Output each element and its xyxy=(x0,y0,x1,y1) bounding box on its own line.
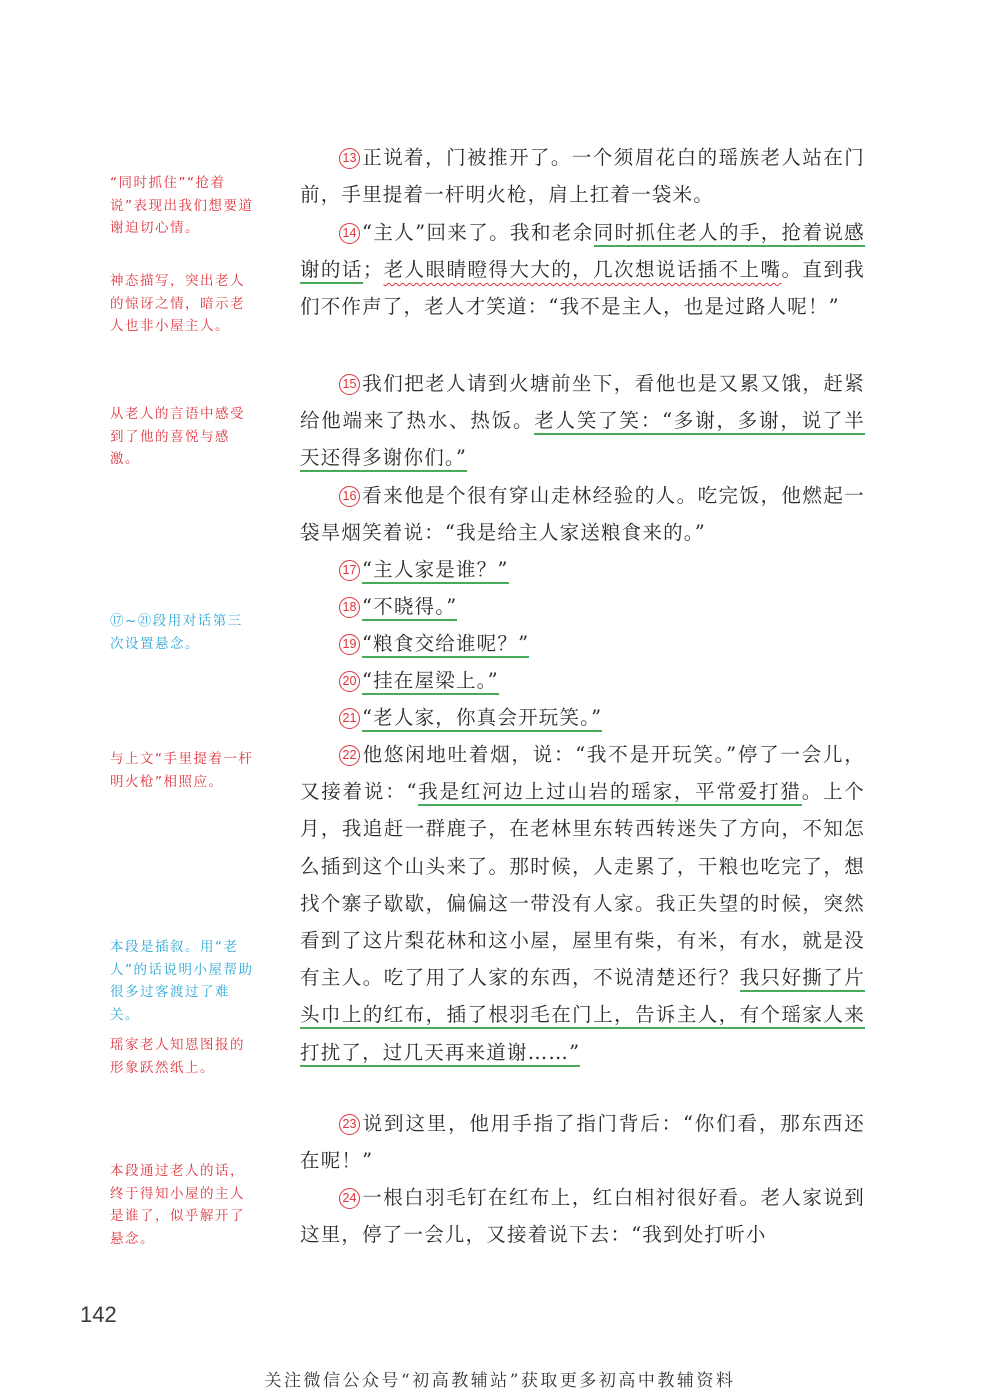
paragraph-text: 看来他是个很有穿山走林经验的人。吃完饭，他燃起一袋旱烟笑着说：“我是给主人家送粮食来的。” xyxy=(300,484,865,545)
paragraph-14 xyxy=(300,214,865,326)
annotation-note-6: 本段是插叙。用“老人”的话说明小屋帮助很多过客渡过了难关。 xyxy=(110,939,254,1023)
paragraph-16 xyxy=(300,477,865,551)
paragraph-22 xyxy=(300,736,865,1071)
paragraph-18 xyxy=(300,588,865,625)
paragraph-text: 我们把老人请到火塘前坐下，看他也是又累又饿，赶紧给他端来了热水、热饭。 xyxy=(300,372,865,433)
paragraph-text: 。直到我们不作声了，老人才笑道：“我不是主人，也是过路人呢！” xyxy=(300,258,865,319)
paragraph-20 xyxy=(300,662,865,699)
paragraph-number: 20 xyxy=(339,671,360,692)
green-underlined-text: “不晓得。” xyxy=(362,595,457,621)
green-underlined-text: 老人笑了笑：“多谢，多谢，说了半天还得多谢你们。” xyxy=(300,409,865,472)
red-wavy-underlined-text: 老人眼睛瞪得大大的，几次想说话插不上嘴 xyxy=(383,258,782,282)
paragraph-text: 。上个月，我追赶一群鹿子，在老林里东转西转迷失了方向，不知怎么插到这个山头来了。那时候，人走累了，干粮也吃完了，想找个寨子歇歇，偏偏这一带没有人家。我正失望的时候，突然看到了这片梨花林和这小屋，屋里有柴，有米，有水，就是没有主人。吃了用了人家的东西，不说清楚还行？ xyxy=(300,780,865,990)
green-underlined-text: “老人家，你真会开玩笑。” xyxy=(362,706,602,732)
paragraph-13 xyxy=(300,139,865,213)
paragraph-17 xyxy=(300,551,865,588)
paragraph-number: 16 xyxy=(339,486,360,507)
annotation-note-2: 神态描写，突出老人的惊讶之情，暗示老人也非小屋主人。 xyxy=(110,273,245,334)
paragraph-number: 18 xyxy=(339,597,360,618)
paragraph-24 xyxy=(300,1179,865,1253)
paragraph-number: 22 xyxy=(339,745,360,766)
annotation-note-3: 从老人的言语中感受到了他的喜悦与感激。 xyxy=(110,406,245,467)
paragraph-23 xyxy=(300,1105,865,1179)
paragraph-number: 14 xyxy=(339,223,360,244)
paragraph-21 xyxy=(300,699,865,736)
page-number: 142 xyxy=(80,1302,117,1327)
paragraph-15 xyxy=(300,365,865,477)
paragraph-text: 他悠闲地吐着烟，说：“我不是开玩笑。”停了一会儿，又接着说：“ xyxy=(300,743,865,804)
paragraph-19 xyxy=(300,625,865,662)
paragraph-number: 17 xyxy=(339,560,360,581)
annotation-note-5: 与上文“手里提着一杆明火枪”相照应。 xyxy=(110,751,254,790)
annotation-note-7: 瑶家老人知恩图报的形象跃然纸上。 xyxy=(110,1037,245,1076)
paragraph-text: 一根白羽毛钉在红布上，红白相衬很好看。老人家说到这里，停了一会儿，又接着说下去：“我到处打听小 xyxy=(300,1186,865,1247)
paragraph-text: 正说着，门被推开了。一个须眉花白的瑶族老人站在门前，手里提着一杆明火枪，肩上扛着一袋米。 xyxy=(300,146,865,207)
paragraph-number: 13 xyxy=(339,148,360,169)
footer-notice: 关注微信公众号“初高教辅站”获取更多初高中教辅资料 xyxy=(264,1371,736,1391)
paragraph-text: “主人”回来了。我和老余 xyxy=(362,221,594,244)
paragraph-number: 15 xyxy=(339,374,360,395)
green-underlined-text: 我只好撕了片头巾上的红布，插了根羽毛在门上，告诉主人，有个瑶家人来打扰了，过几天再来道谢……” xyxy=(300,966,865,1066)
annotation-note-4: ⑰~㉑段用对话第三次设置悬念。 xyxy=(110,613,243,652)
paragraph-number: 23 xyxy=(339,1114,360,1135)
green-underlined-text: 我是红河边上过山岩的瑶家，平常爱打猎 xyxy=(418,780,802,806)
paragraph-number: 24 xyxy=(339,1188,360,1209)
paragraph-number: 21 xyxy=(339,708,360,729)
green-underlined-text: 同时抓住老人的手，抢着说感谢的话 xyxy=(300,221,865,284)
green-underlined-text: “主人家是谁？” xyxy=(362,558,509,584)
paragraph-number: 19 xyxy=(339,634,360,655)
paragraph-text: ； xyxy=(362,258,384,282)
paragraph-text: 说到这里，他用手指了指门背后：“你们看，那东西还在呢！” xyxy=(300,1112,865,1173)
annotation-note-1: “同时抓住”“抢着说”表现出我们想要道谢迫切心情。 xyxy=(110,175,254,236)
annotation-note-8: 本段通过老人的话，终于得知小屋的主人是谁了，似乎解开了悬念。 xyxy=(110,1163,245,1247)
green-underlined-text: “粮食交给谁呢？” xyxy=(362,632,529,658)
green-underlined-text: “挂在屋梁上。” xyxy=(362,669,499,695)
